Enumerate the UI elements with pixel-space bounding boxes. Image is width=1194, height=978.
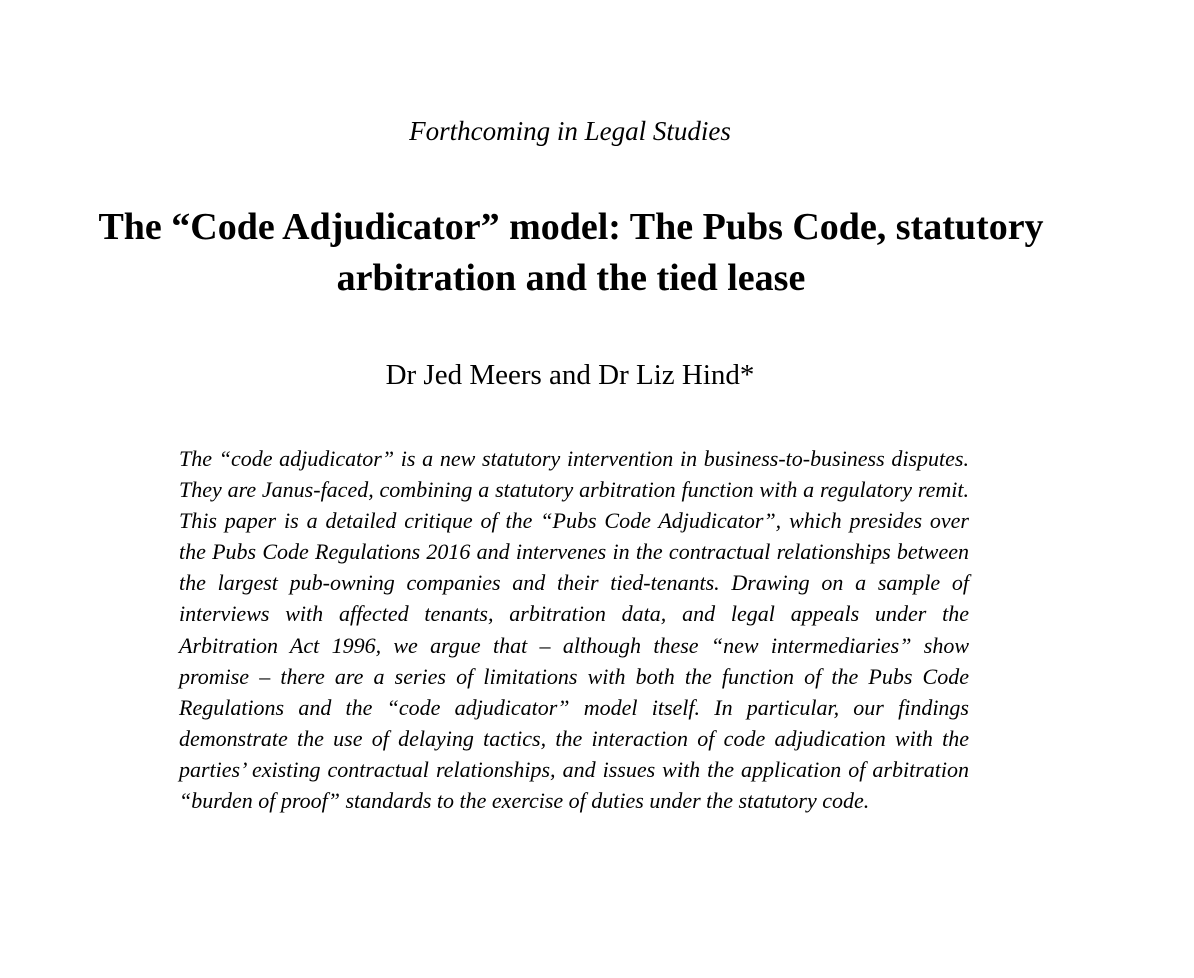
journal-note: Forthcoming in Legal Studies [409, 116, 731, 146]
author-line: Dr Jed Meers and Dr Liz Hind* [385, 359, 755, 391]
abstract-paragraph: The “code adjudicator” is a new statutory intervention in business-to-business disputes. They are Janus-faced, combining a statutory arbitration function with a regulatory remit. This paper is a detailed critique of the “Pubs Code Adjudicator”, which presides over the Pubs Code Regulations 2016 and intervenes in the contractual relationships between the largest pub-owning companies and their tied-tenants. Drawing on a sample of interviews with affected tenants, arbitration data, and legal appeals under the Arbitration Act 1996, we argue that – although these “new intermediaries” show promise – there are a series of limitations with both the function of the Pubs Code Regulations and the “code adjudicator” model itself. In particular, our findings demonstrate the use of delaying tactics, the interaction of code adjudication with the parties’ existing contractual relationships, and issues with the application of arbitration “burden of proof” standards to the exercise of duties under the statutory code. [179, 446, 969, 814]
paper-title: The “Code Adjudicator” model: The Pubs Code, statutory arbitration and the tied lease [98, 206, 1044, 299]
